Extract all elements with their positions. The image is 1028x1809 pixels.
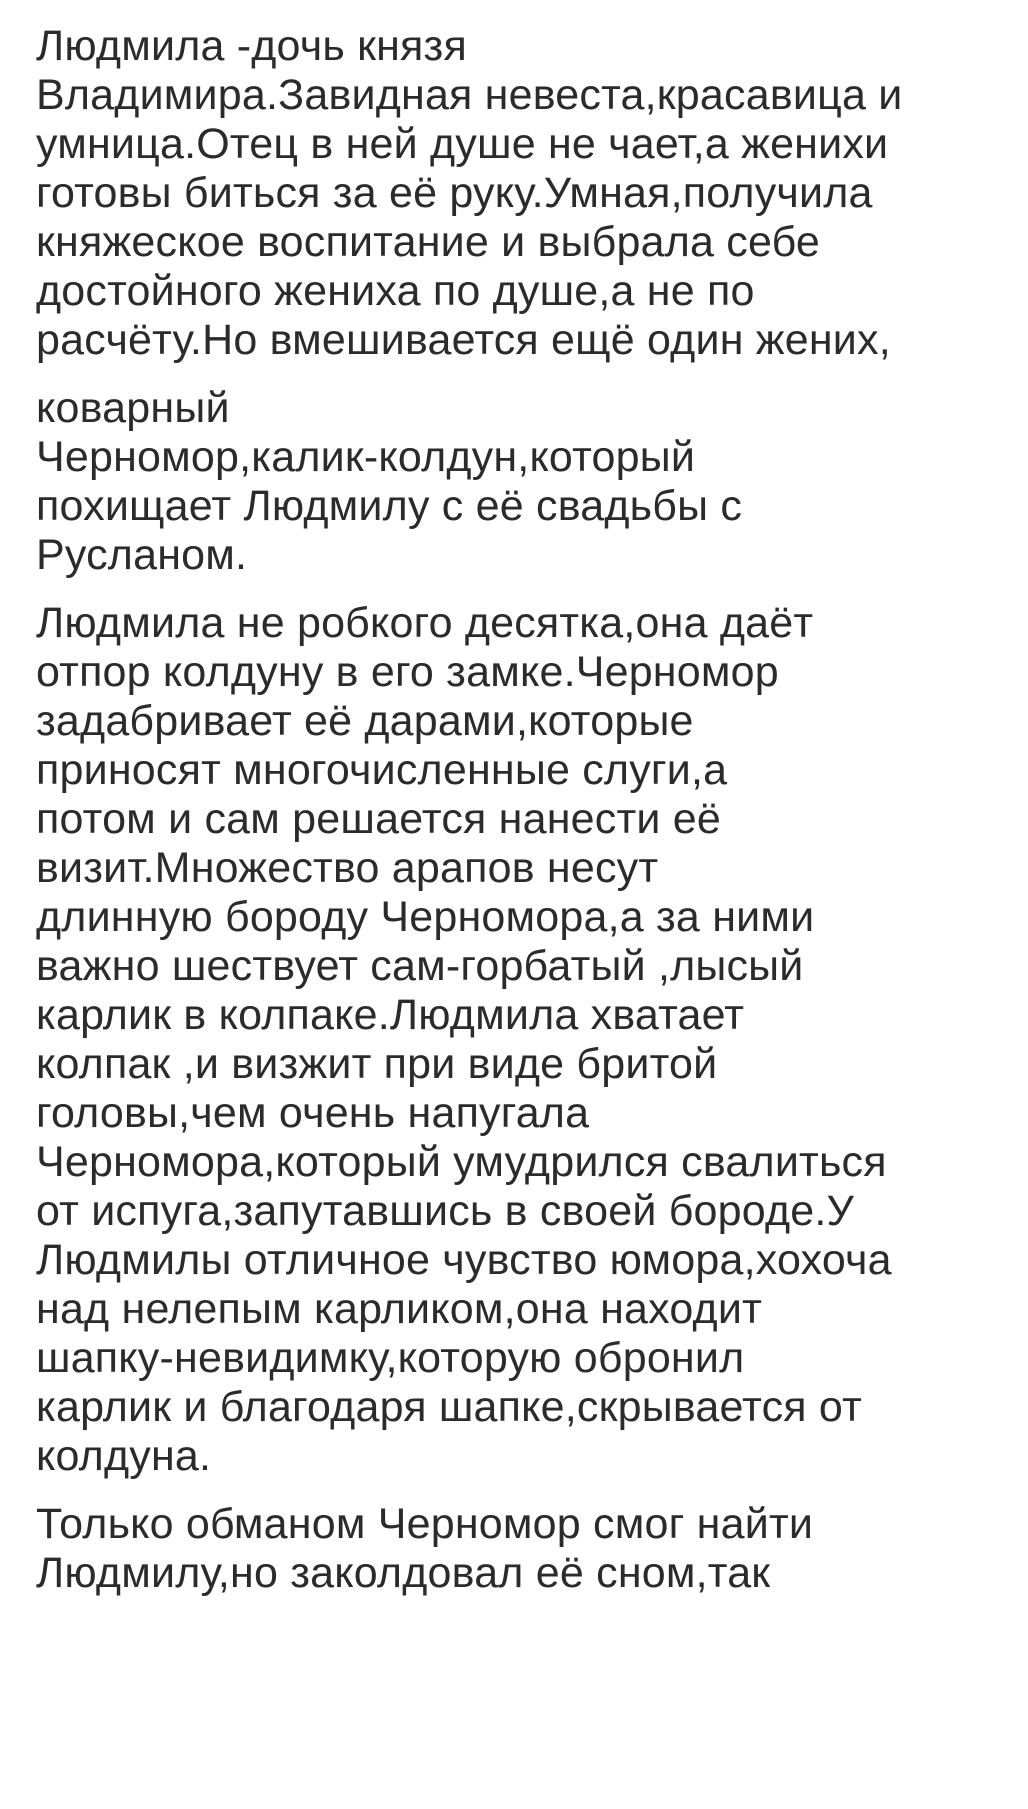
text-line: визит.Множество арапов несут (36, 844, 659, 892)
text-line: отпор колдуну в его замке.Черномор (36, 648, 779, 696)
text-line: приносят многочисленные слуги,а (36, 746, 728, 794)
text-line: Людмила -дочь князя (36, 22, 467, 70)
text-line: коварный (36, 384, 230, 432)
text-line: Людмилу,но заколдовал её сном,так (36, 1549, 771, 1597)
text-line: Только обманом Черномор смог найти (36, 1500, 814, 1548)
text-line: головы,чем очень напугала (36, 1089, 590, 1137)
text-line: готовы биться за её руку.Умная,получила (36, 169, 873, 217)
text-line: расчёту.Но вмешивается ещё один жених, (36, 316, 891, 364)
text-line: Владимира.Завидная невеста,красавица и (36, 71, 903, 119)
text-line: похищает Людмилу с её свадьбы с (36, 482, 743, 530)
text-line: колпак ,и визжит при виде бритой (36, 1040, 718, 1088)
text-line: Русланом. (36, 531, 248, 579)
text-line: карлик и благодаря шапке,скрывается от (36, 1383, 862, 1431)
text-line: от испуга,запутавшись в своей бороде.У (36, 1187, 855, 1235)
text-line: задабривает её дарами,которые (36, 697, 694, 745)
text-line: достойного жениха по душе,а не по (36, 267, 755, 315)
text-line: длинную бороду Черномора,а за ними (36, 893, 815, 941)
text-line: Людмила не робкого десятка,она даёт (36, 599, 814, 647)
text-line: над нелепым карликом,она находит (36, 1285, 762, 1333)
text-line: Черномор,калик-колдун,который (36, 433, 696, 481)
text-line: шапку-невидимку,которую обронил (36, 1334, 745, 1382)
text-line: княжеское воспитание и выбрала себе (36, 218, 821, 266)
text-line: колдуна. (36, 1432, 212, 1480)
text-line: важно шествует сам-горбатый ,лысый (36, 942, 804, 990)
text-line: потом и сам решается нанести её (36, 795, 721, 843)
text-line: Людмилы отличное чувство юмора,хохоча (36, 1236, 892, 1284)
text-line: Черномора,который умудрился свалиться (36, 1138, 887, 1186)
text-line: умница.Отец в ней душе не чает,а женихи (36, 120, 889, 168)
text-line: карлик в колпаке.Людмила хватает (36, 991, 745, 1039)
